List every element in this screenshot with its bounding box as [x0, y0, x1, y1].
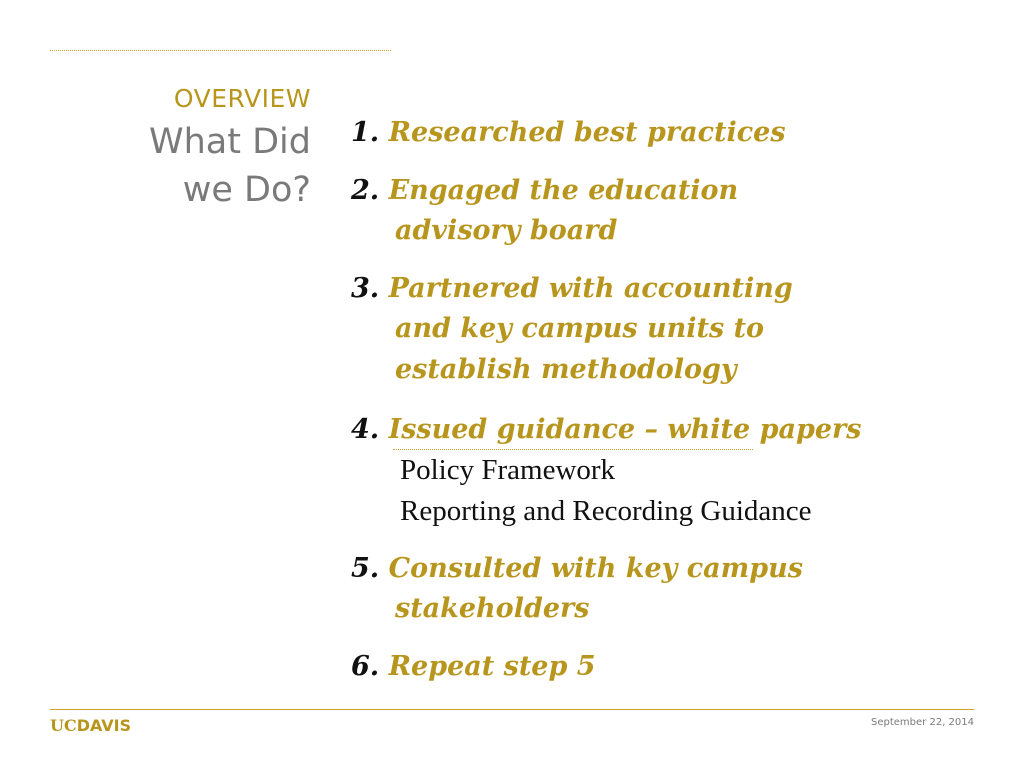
step-4-text: Issued guidance – white papers [388, 414, 862, 445]
step-5-text: Consulted with key campus [388, 553, 803, 584]
step-1-number: 1. [351, 117, 380, 148]
step-6 [351, 647, 596, 687]
step-4-number: 4. [351, 414, 380, 445]
step-5-text-cont: stakeholders [395, 593, 590, 624]
section-label: OVERVIEW [173, 84, 311, 113]
step-6-number: 6. [351, 651, 380, 682]
step-4-sub-item-1: Policy Framework [400, 454, 616, 486]
footer-date: September 22, 2014 [871, 717, 974, 728]
step-1-text: Researched best practices [388, 117, 786, 148]
slide-title-line-1: What Did [149, 122, 311, 162]
step-2 [351, 171, 738, 211]
footer-divider [50, 709, 974, 710]
step-3 [351, 269, 793, 309]
step-3-text-cont-2: establish methodology [395, 354, 737, 385]
slide-title [71, 118, 311, 214]
logo-davis: DAVIS [76, 716, 132, 735]
step-5-number: 5. [351, 553, 380, 584]
step-3-number: 3. [351, 273, 380, 304]
uc-davis-logo [50, 716, 131, 735]
step-1 [351, 113, 786, 153]
step-2-text-cont: advisory board [395, 215, 618, 246]
step-3-text: Partnered with accounting [388, 273, 793, 304]
slide-title-line-2: we Do? [182, 170, 311, 210]
step-2-number: 2. [351, 175, 380, 206]
step-3-text-cont-1: and key campus units to [395, 313, 765, 344]
step-2-text: Engaged the education [388, 175, 739, 206]
step-6-text: Repeat step 5 [388, 651, 596, 682]
step-4-sub-item-2: Reporting and Recording Guidance [400, 495, 812, 527]
logo-uc: UC [50, 716, 77, 735]
top-divider [50, 50, 391, 51]
step-4 [351, 410, 861, 450]
step-5 [351, 549, 803, 589]
